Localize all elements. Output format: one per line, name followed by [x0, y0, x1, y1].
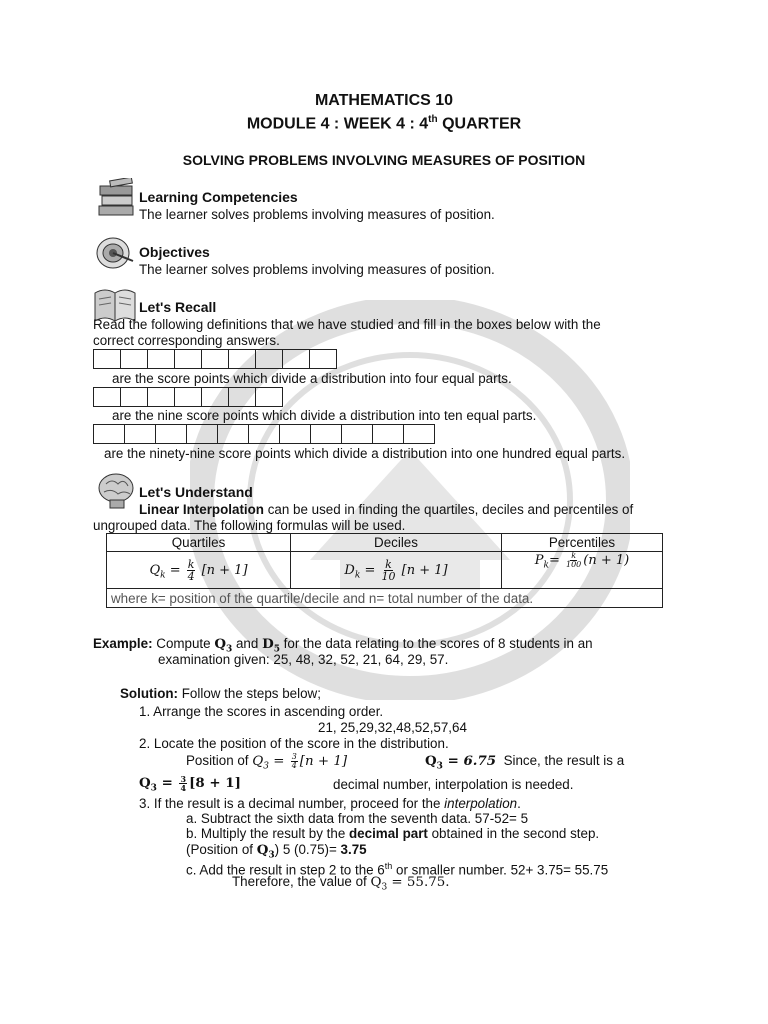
sorted-scores: 21, 25,29,32,48,52,57,64 [318, 720, 467, 735]
module-title: MATHEMATICS 10 [314, 92, 454, 109]
learning-competencies-text: The learner solves problems involving measures of position. [139, 207, 495, 222]
answer-boxes-percentiles[interactable] [94, 424, 435, 444]
decimal-part-term: decimal part [349, 826, 428, 841]
decile-formula: $D_k$ = $\frac{k}{10}$ [n + 1] [291, 552, 502, 589]
column-percentiles: Percentiles [502, 534, 663, 552]
step-3b-calc: (Position of $Q_3$) 5 (0.75)= 3.75 [186, 842, 367, 861]
brain-icon [96, 470, 140, 510]
decimal-note: decimal number, interpolation is needed. [333, 777, 574, 792]
recall-intro-line1: Read the following definitions that we have studied and fill in the boxes below with the [93, 317, 601, 332]
module-week-quarter [0, 114, 768, 133]
formula-table [106, 533, 663, 608]
understand-text-line2: ungrouped data. The following formulas will be used. [93, 518, 406, 533]
final-q3-value: 55.75 [406, 875, 446, 890]
answer-boxes-deciles[interactable] [94, 387, 283, 407]
example-description: for the data relating to the scores of 8 students in an [279, 636, 593, 651]
module-week-text: MODULE 4 : WEEK 4 : 4 [246, 115, 429, 133]
q3-position-result: $Q_3 = 6.75$ Since, the result is a [425, 753, 625, 772]
formula-note: where k= position of the quartile/decile and n= total number of the data. [107, 589, 663, 608]
answer-boxes-quartiles[interactable] [94, 349, 337, 369]
step-3: 3. If the result is a decimal number, proceed for the interpolation. [139, 796, 521, 811]
solution-label: Solution: [120, 686, 179, 701]
example-and: and [232, 636, 263, 651]
linear-interpolation-term: Linear Interpolation [139, 502, 264, 517]
objectives-text: The learner solves problems involving measures of position. [139, 262, 495, 277]
example-compute: Compute [152, 636, 215, 651]
quarter-text: QUARTER [437, 115, 522, 133]
q3-symbol: $Q_3$ [214, 636, 233, 655]
understand-text-rest: can be used in finding the quartiles, deciles and percentiles of [264, 502, 634, 517]
since-text: Since, the result is a [503, 753, 625, 768]
recall-definition-3: are the ninety-nine score points which divide a distribution into one hundred equal parts. [104, 446, 626, 461]
position-of-q3-line: Position of $Q_3$ = $\frac{3}{4}$ [n + 1] [186, 752, 348, 772]
product-result: 3.75 [340, 842, 367, 857]
q3-position-value: 6.75 [463, 753, 497, 769]
q3-substituted: $Q_3$ = $\frac{3}{4}$ [8 + 1] [139, 774, 241, 794]
solution-intro: Solution: Follow the steps below; [120, 686, 321, 701]
column-deciles: Deciles [291, 534, 502, 552]
lesson-subtitle: SOLVING PROBLEMS INVOLVING MEASURES OF POSITION [182, 152, 586, 168]
learning-competencies-heading: Learning Competencies [139, 189, 298, 205]
step-1: 1. Arrange the scores in ascending order. [139, 704, 384, 719]
step-2: 2. Locate the position of the score in the distribution. [139, 736, 449, 751]
interpolation-emphasis: interpolation [444, 796, 518, 811]
step-3a: a. Subtract the sixth data from the seventh data. 57-52= 5 [186, 811, 529, 826]
target-icon [95, 235, 137, 271]
recall-definition-2: are the nine score points which divide a distribution into ten equal parts. [112, 408, 537, 423]
recall-heading: Let's Recall [139, 299, 217, 315]
step-3b: b. Multiply the result by the decimal part obtained in the second step. [186, 826, 600, 841]
final-answer: Therefore, the value of $Q_3 = 55.75$. [232, 874, 450, 893]
understand-heading: Let's Understand [139, 484, 253, 500]
understand-text-line1 [139, 502, 633, 518]
books-icon [96, 178, 138, 218]
recall-intro-line2: correct corresponding answers. [93, 333, 280, 348]
column-quartiles: Quartiles [107, 534, 291, 552]
percentile-formula: $P_k=$ $\frac{k}{100}$ (n + 1) [502, 552, 663, 589]
objectives-heading: Objectives [139, 244, 210, 260]
example-line2: examination given: 25, 48, 32, 52, 21, 64, 29, 57. [158, 652, 449, 667]
d5-symbol: $D_5$ [262, 636, 280, 655]
quartile-formula: $Q_k$ = $\frac{k}{4}$ [n + 1] [107, 552, 291, 589]
ordinal-suffix: th [428, 114, 438, 125]
step-3c: c. Add the result in step 2 to the 6th or smaller number. 52+ 3.75= 55.75 [186, 861, 609, 878]
position-of-text: Position of [186, 753, 253, 768]
example-label: Example: [93, 636, 153, 651]
recall-definition-1: are the score points which divide a distribution into four equal parts. [112, 371, 512, 386]
